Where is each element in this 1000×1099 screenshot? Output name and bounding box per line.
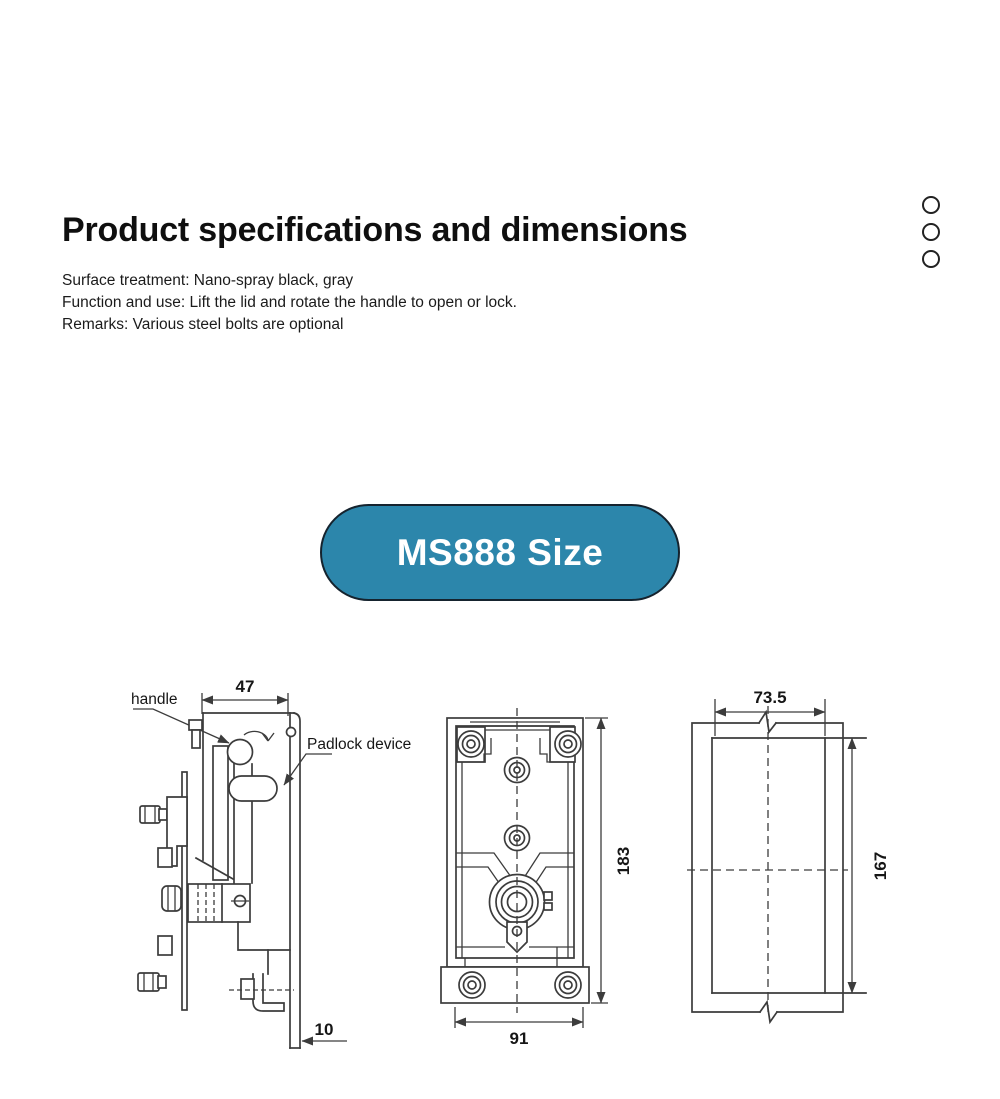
dim-183-label: 183: [614, 846, 633, 876]
padlock-device-label: Padlock device: [307, 736, 412, 753]
dim-167-label: 167: [871, 851, 890, 881]
cutout-view-drawing: [687, 688, 890, 1022]
dim-10-label: 10: [314, 1020, 334, 1039]
handle-label: handle: [131, 691, 178, 708]
spec-line-function: Function and use: Lift the lid and rotate the handle to open or lock.: [62, 294, 517, 311]
side-view-fasteners: [138, 797, 187, 991]
dim-47-label: 47: [235, 677, 255, 696]
front-view-drawing: [441, 708, 633, 1048]
dim-91-label: 91: [509, 1029, 529, 1048]
dim-73-5-label: 73.5: [753, 688, 787, 707]
spec-line-surface: Surface treatment: Nano-spray black, gray: [62, 272, 354, 289]
model-size-badge-label: MS888 Size: [396, 531, 604, 573]
page-title: Product specifications and dimensions: [62, 210, 688, 249]
spec-line-remarks: Remarks: Various steel bolts are optional: [62, 316, 344, 333]
side-view-drawing: [131, 677, 411, 1048]
